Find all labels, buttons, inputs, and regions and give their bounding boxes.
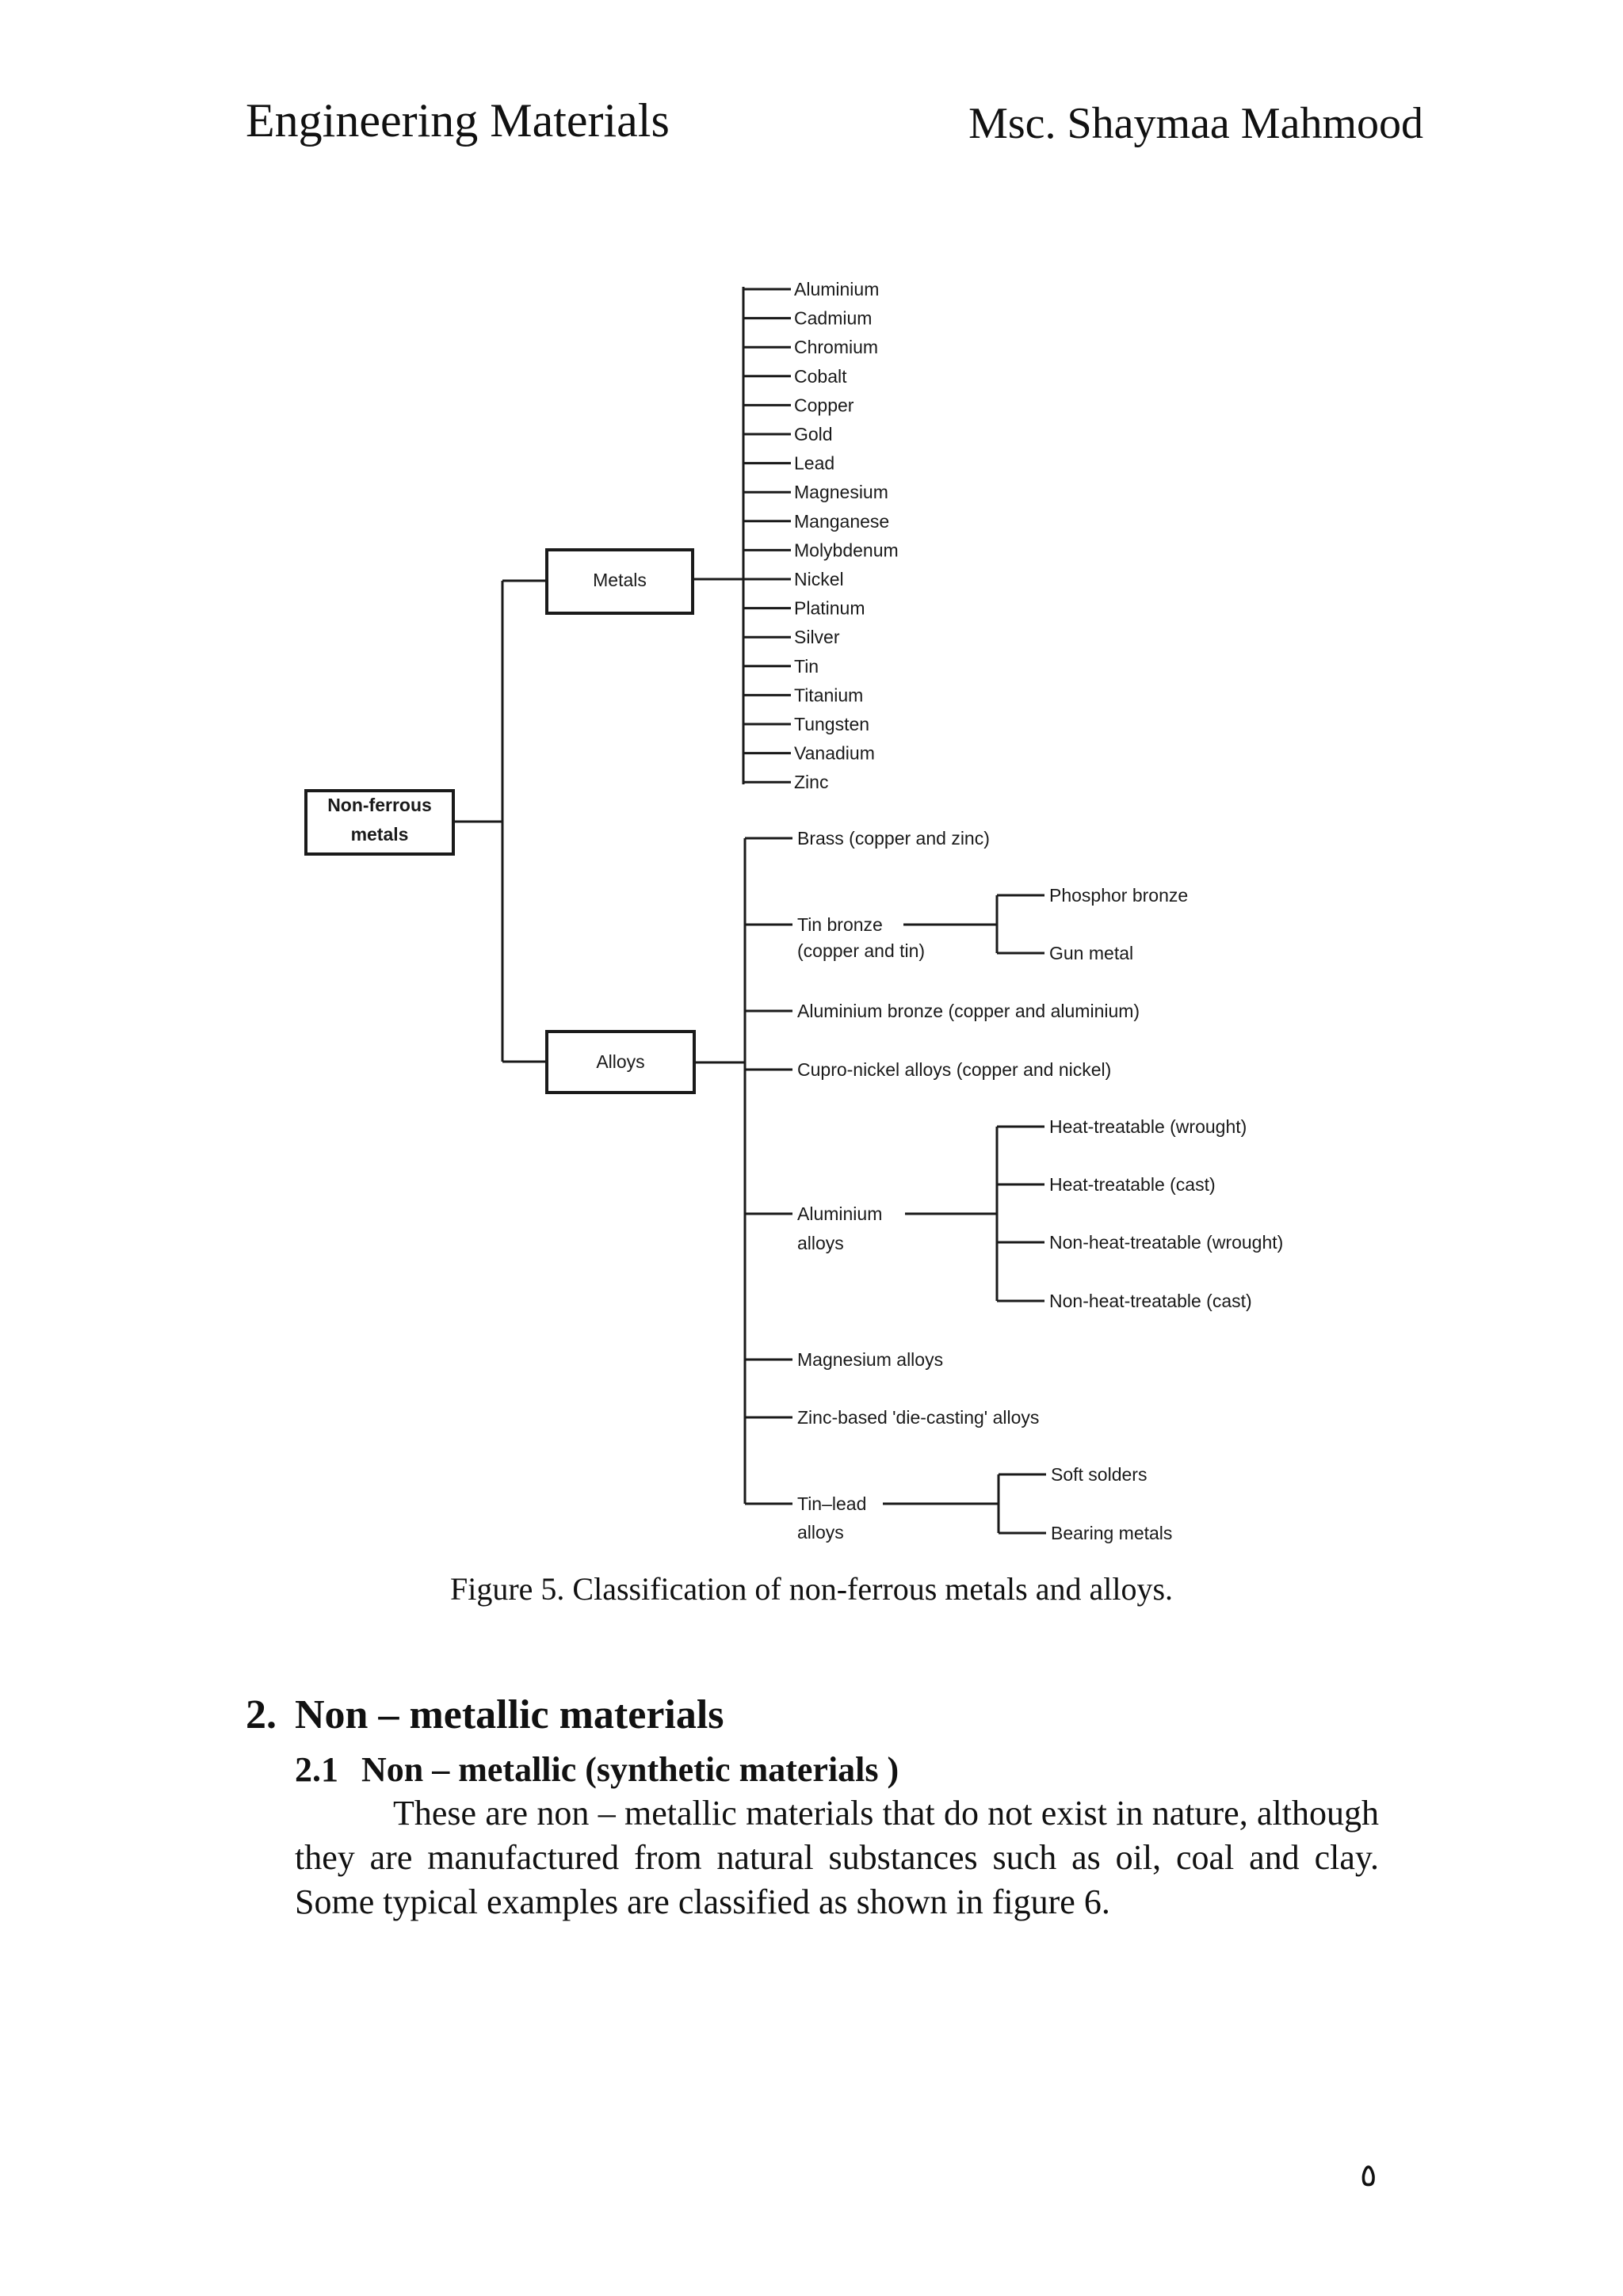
alloy-tin-lead-line2: alloys	[797, 1522, 844, 1543]
metal-item: Lead	[794, 452, 835, 474]
metal-item: Chromium	[794, 337, 879, 358]
metal-item: Cobalt	[794, 365, 847, 387]
section-title: Non – metallic materials	[295, 1692, 724, 1737]
subsection-number: 2.1	[295, 1750, 338, 1789]
alloy-aluminium-bronze: Aluminium bronze (copper and aluminium)	[797, 1001, 1140, 1021]
metals-box-label: Metals	[593, 570, 647, 590]
metal-item: Aluminium	[794, 279, 880, 299]
root-label-line1: Non-ferrous	[327, 795, 432, 815]
subsection-heading	[295, 1749, 899, 1790]
metal-list	[794, 279, 899, 792]
metal-item: Tungsten	[794, 714, 870, 734]
metal-item: Copper	[794, 395, 854, 416]
page-number: ٥	[1360, 2157, 1377, 2193]
alloy-gun-metal: Gun metal	[1049, 943, 1134, 963]
alloy-magnesium: Magnesium alloys	[797, 1349, 944, 1370]
alloy-tin-bronze-line2: (copper and tin)	[797, 940, 926, 961]
alloy-heat-treatable-wrought: Heat-treatable (wrought)	[1049, 1116, 1247, 1137]
metal-item: Nickel	[794, 569, 844, 589]
figure-caption: Figure 5. Classification of non-ferrous metals and alloys.	[449, 1571, 1174, 1607]
header-title: Engineering Materials	[246, 94, 670, 147]
section-number: 2.	[246, 1692, 277, 1737]
section-heading	[246, 1691, 724, 1738]
subsection-title: Non – metallic (synthetic materials )	[361, 1750, 899, 1789]
alloy-non-heat-treatable-wrought: Non-heat-treatable (wrought)	[1049, 1232, 1284, 1253]
metal-item: Cadmium	[794, 307, 873, 329]
alloy-zinc-based: Zinc-based 'die-casting' alloys	[797, 1407, 1040, 1428]
alloy-non-heat-treatable-cast: Non-heat-treatable (cast)	[1049, 1291, 1252, 1311]
alloy-bearing-metals: Bearing metals	[1051, 1523, 1173, 1543]
root-label-line2: metals	[350, 824, 409, 845]
metal-item: Tin	[794, 655, 819, 677]
diagram-lines	[306, 287, 1046, 1533]
header-author: Msc. Shaymaa Mahmood	[968, 99, 1423, 148]
alloy-heat-treatable-cast: Heat-treatable (cast)	[1049, 1174, 1216, 1195]
metal-item: Silver	[794, 627, 840, 648]
alloy-tin-lead-line1: Tin–lead	[797, 1493, 867, 1514]
alloy-tin-bronze-line1: Tin bronze	[797, 914, 883, 935]
alloy-cupro-nickel: Cupro-nickel alloys (copper and nickel)	[797, 1059, 1112, 1080]
alloy-soft-solders: Soft solders	[1051, 1464, 1148, 1485]
alloy-phosphor-bronze: Phosphor bronze	[1049, 885, 1189, 906]
alloy-aluminium-line2: alloys	[797, 1233, 844, 1253]
metal-item: Platinum	[794, 597, 865, 619]
metal-item: Magnesium	[794, 482, 888, 503]
metal-item: Gold	[794, 424, 833, 444]
metal-item: Vanadium	[794, 742, 875, 764]
alloy-brass: Brass (copper and zinc)	[797, 828, 990, 849]
metal-item: Zinc	[794, 772, 829, 793]
metal-item: Molybdenum	[794, 540, 899, 561]
alloys-box-label: Alloys	[596, 1051, 645, 1072]
body-paragraph: These are non – metallic materials that do not exist in nature, although they are manufactured from natural substances such as oil, coal and clay. Some typical examples are classified as shown in figure 6.	[295, 1794, 1379, 1921]
metal-item: Manganese	[794, 510, 890, 532]
alloy-aluminium-line1: Aluminium	[797, 1203, 883, 1224]
metal-item: Titanium	[794, 685, 864, 706]
